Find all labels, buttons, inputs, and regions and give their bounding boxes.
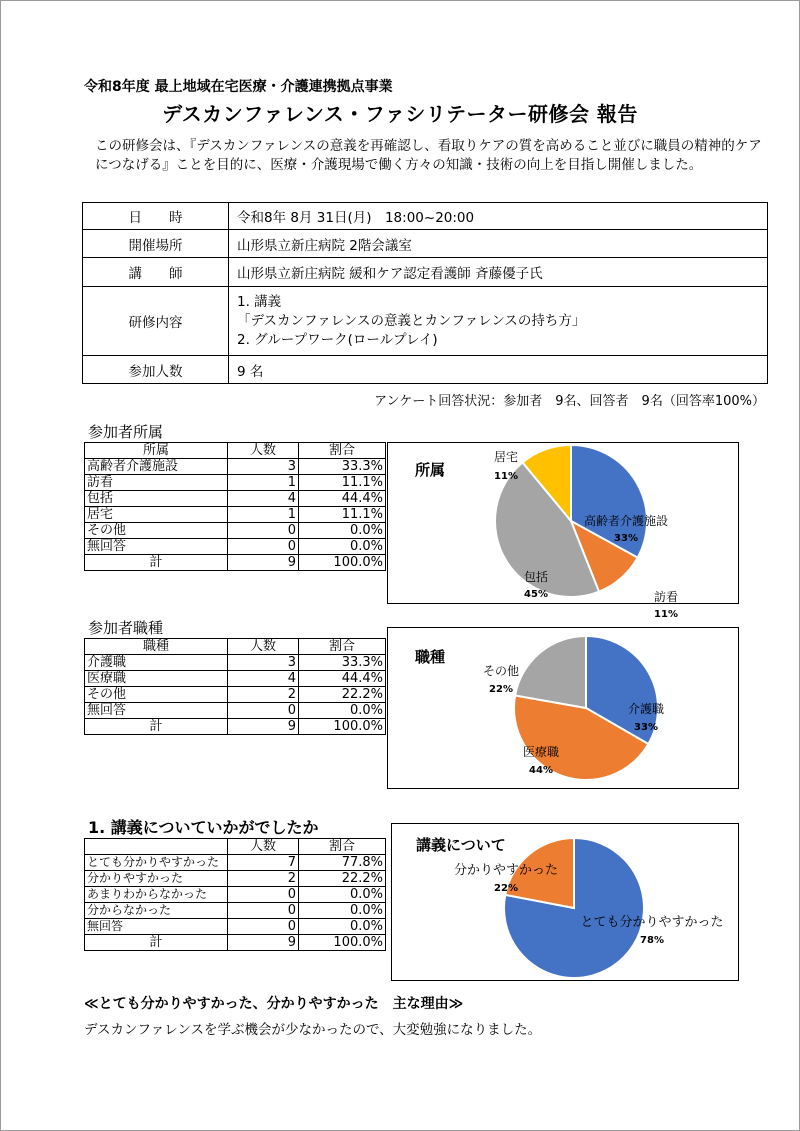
affiliation-pie — [388, 443, 738, 620]
organization-line: 令和8年度 最上地域在宅医療・介護連携拠点事業 — [84, 79, 393, 95]
pie-category-label: 訪看 — [653, 590, 679, 604]
table-row: 無回答 0 0.0% — [85, 919, 386, 935]
table-row: その他 2 22.2% — [85, 687, 386, 703]
table-total-row: 計 9 100.0% — [85, 719, 386, 735]
pie-percent-label: 33% — [614, 533, 638, 544]
pie-percent-label: 22% — [489, 684, 513, 695]
pie-slice-1-2 — [515, 636, 586, 708]
lecturer-label: 講 師 — [83, 258, 229, 287]
event-info-table — [82, 202, 768, 384]
table-row: その他 0 0.0% — [85, 523, 386, 539]
date-label: 日 時 — [83, 203, 229, 230]
table-total-row: 計 9 100.0% — [85, 935, 386, 951]
table-header-row — [85, 839, 386, 855]
survey-status: アンケート回答状況：参加者 9名、回答者 9名（回答率100%） — [374, 394, 765, 409]
pie-percent-label: 78% — [640, 935, 664, 946]
occupation-chart-title: 職種 — [415, 648, 446, 666]
lecture-pie — [392, 824, 738, 980]
occupation-chart — [387, 627, 739, 789]
lecture-chart — [391, 823, 739, 981]
info-row-date — [83, 203, 768, 230]
affiliation-col-ratio: 割合 — [299, 443, 386, 459]
table-row: 高齢者介護施設 3 33.3% — [85, 459, 386, 475]
table-row: 介護職 3 33.3% — [85, 655, 386, 671]
table-header-row — [85, 443, 386, 459]
table-row: 無回答 0 0.0% — [85, 703, 386, 719]
info-row-venue — [83, 230, 768, 258]
lecture-chart-title: 講義について — [416, 836, 506, 854]
info-row-lecturer — [83, 258, 768, 287]
info-row-attendees — [83, 356, 768, 384]
affiliation-heading: 参加者所属 — [88, 423, 164, 441]
content-label: 研修内容 — [83, 287, 229, 356]
pie-percent-label: 11% — [494, 471, 518, 482]
lecture-col-label — [85, 839, 228, 855]
pie-category-label: 高齢者介護施設 — [583, 514, 669, 528]
info-row-content — [83, 287, 768, 356]
table-row: 無回答 0 0.0% — [85, 539, 386, 555]
pie-category-label: 分かりやすかった — [453, 863, 559, 878]
affiliation-chart-title: 所属 — [415, 461, 446, 479]
intro-paragraph: この研修会は、『デスカンファレンスの意義を再確認し、看取りケアの質を高めること並びに職員の精神的ケアにつなげる』ことを目的に、医療・介護現場で働く方々の知識・技術の向上を目指し開催しました。 — [95, 138, 762, 173]
lecture-col-count: 人数 — [228, 839, 299, 855]
occupation-col-label: 職種 — [85, 639, 228, 655]
affiliation-col-count: 人数 — [228, 443, 299, 459]
venue-value: 山形県立新庄病院 2階会議室 — [229, 230, 768, 258]
content-line-3: 2. グループワーク(ロールプレイ) — [237, 331, 438, 348]
table-row: 訪看 1 11.1% — [85, 475, 386, 491]
table-row: あまりわからなかった 0 0.0% — [85, 887, 386, 903]
table-row: 包括 4 44.4% — [85, 491, 386, 507]
lecturer-value: 山形県立新庄病院 緩和ケア認定看護師 斉藤優子氏 — [229, 258, 768, 287]
table-row: 分かりやすかった 2 22.2% — [85, 871, 386, 887]
occupation-col-ratio: 割合 — [299, 639, 386, 655]
content-line-2: 「デスカンファレンスの意義とカンファレンスの持ち方」 — [237, 312, 586, 329]
attendees-label: 参加人数 — [83, 356, 229, 384]
occupation-col-count: 人数 — [228, 639, 299, 655]
pie-percent-label: 44% — [529, 765, 553, 776]
reasons-heading: ≪とても分かりやすかった、分かりやすかった 主な理由≫ — [84, 996, 464, 1012]
content-line-1: 1. 講義 — [237, 293, 282, 310]
date-value: 令和8年 8月 31日(月) 18:00~20:00 — [229, 203, 768, 230]
reasons-text: デスカンファレンスを学ぶ機会が少なかったので、大変勉強になりました。 — [84, 1022, 542, 1038]
lecture-col-ratio: 割合 — [299, 839, 386, 855]
table-row: とても分かりやすかった 7 77.8% — [85, 855, 386, 871]
table-row: 居宅 1 11.1% — [85, 507, 386, 523]
pie-percent-label: 22% — [494, 883, 518, 894]
pie-category-label: その他 — [482, 664, 520, 678]
occupation-heading: 参加者職種 — [88, 619, 164, 637]
table-total-row: 計 9 100.0% — [85, 555, 386, 571]
pie-category-label: とても分かりやすかった — [580, 915, 724, 930]
pie-category-label: 包括 — [523, 570, 549, 584]
pie-percent-label: 33% — [634, 722, 658, 733]
pie-percent-label: 45% — [524, 589, 548, 600]
pie-category-label: 介護職 — [627, 702, 665, 716]
venue-label: 開催場所 — [83, 230, 229, 258]
lecture-table — [84, 838, 386, 951]
lecture-heading: 1. 講義についていかがでしたか — [88, 818, 319, 837]
affiliation-table — [84, 442, 386, 571]
table-row: 医療職 4 44.4% — [85, 671, 386, 687]
occupation-pie — [388, 628, 738, 788]
report-title: デスカンファレンス・ファシリテーター研修会 報告 — [162, 102, 638, 126]
pie-category-label: 居宅 — [493, 450, 519, 464]
table-header-row — [85, 639, 386, 655]
attendees-value: 9 名 — [229, 356, 768, 384]
pie-percent-label: 11% — [654, 609, 678, 620]
affiliation-col-label: 所属 — [85, 443, 228, 459]
occupation-table — [84, 638, 386, 735]
pie-category-label: 医療職 — [522, 745, 560, 759]
affiliation-chart — [387, 442, 739, 620]
table-row: 分からなかった 0 0.0% — [85, 903, 386, 919]
